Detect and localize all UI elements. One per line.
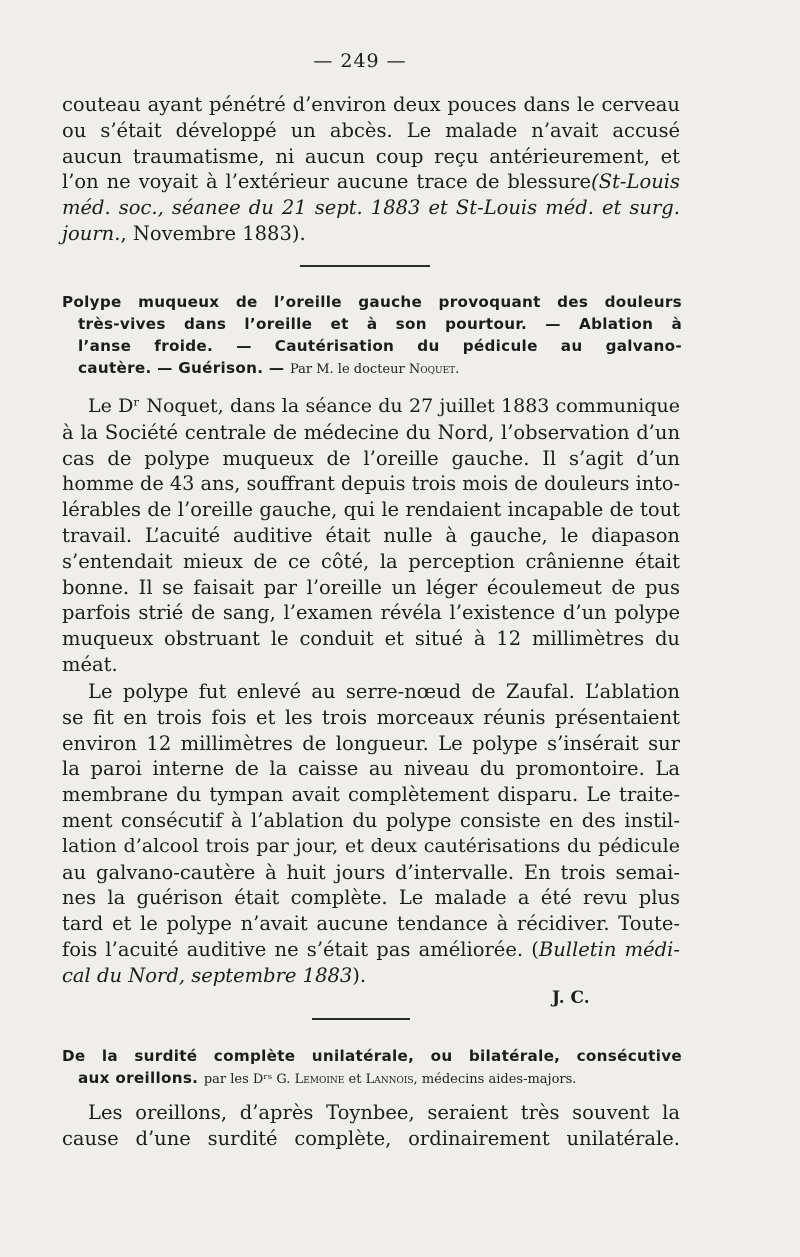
text-line: s’entendait mieux de ce côté, la perception crânienne était	[62, 549, 680, 573]
author-signature: J. C.	[552, 988, 590, 1008]
text-line: aucun traumatisme, ni aucun coup reçu antérieurement, et	[62, 144, 680, 168]
section-divider	[312, 1018, 410, 1020]
article-title	[62, 1045, 682, 1091]
title-line: très-vives dans l’oreille et à son pourtour. — Ablation à	[78, 315, 682, 333]
text-line: parfois strié de sang, l’examen révéla l’existence d’un polype	[62, 601, 680, 625]
text-line: cal du Nord, septembre 1883).	[62, 963, 367, 987]
title-line: aux oreillons. par les Dʳˢ G. Lemoine et Lannois, médecins aides-majors.	[78, 1069, 577, 1087]
text-line: ment consécutif à l’ablation du polype consiste en des instil-	[62, 808, 680, 832]
byline: Par M. le docteur Noquet.	[289, 362, 460, 377]
text-line: muqueux obstruant le conduit et situé à 12 millimètres du	[62, 627, 680, 651]
text-line: au galvano-cautère à huit jours d’intervalle. En trois semai-	[62, 860, 680, 884]
section-divider	[300, 265, 430, 267]
article-paragraph	[62, 679, 680, 989]
text-line: couteau ayant pénétré d’environ deux pouces dans le cerveau	[62, 93, 680, 116]
text-line: environ 12 millimètres de longueur. Le polype s’insérait sur	[62, 731, 680, 755]
article-paragraph	[62, 394, 680, 678]
text-line: Le polype fut enlevé au serre-nœud de Zaufal. L’ablation	[88, 680, 680, 703]
text-line: la paroi interne de la caisse au niveau du promontoire. La	[62, 757, 680, 781]
text-line: l’on ne voyait à l’extérieur aucune trace de blessure(St-Louis	[62, 170, 680, 194]
text-line: Les oreillons, d’après Toynbee, seraient très souvent la	[88, 1101, 680, 1124]
text-line: méat.	[62, 652, 118, 676]
title-line: Polype muqueux de l’oreille gauche provoquant des douleurs	[62, 293, 682, 311]
text-line: tard et le polype n’avait aucune tendance à récidiver. Toute-	[62, 912, 680, 936]
title-line: De la surdité complète unilatérale, ou bilatérale, consécutive	[62, 1047, 682, 1065]
continuation-paragraph	[62, 92, 680, 247]
text-line: journ., Novembre 1883).	[62, 221, 306, 245]
text-line: travail. L’acuité auditive était nulle à gauche, le diapason	[62, 523, 680, 547]
article-paragraph	[62, 1100, 680, 1152]
text-line: lation d’alcool trois par jour, et deux cautérisations du pédicule	[62, 834, 680, 857]
text-line: fois l’acuité auditive ne s’était pas améliorée. (Bulletin médi-	[62, 937, 680, 961]
text-line: lérables de l’oreille gauche, qui le rendaient incapable de tout	[62, 498, 680, 522]
page-number: — 249 —	[313, 50, 407, 72]
text-line: méd. soc., séanee du 21 sept. 1883 et St-Louis méd. et surg.	[62, 196, 680, 220]
byline: par les Dʳˢ G. Lemoine et Lannois, médecins aides-majors.	[203, 1072, 577, 1087]
text-line: cause d’une surdité complète, ordinairement unilatérale.	[62, 1126, 680, 1150]
text-line: membrane du tympan avait complètement disparu. Le traite-	[62, 783, 680, 807]
text-line: cas de polype muqueux de l’oreille gauche. Il s’agit d’un	[62, 446, 680, 470]
article-title	[62, 291, 682, 381]
text-line: Le Dʳ Noquet, dans la séance du 27 juillet 1883 communique	[88, 395, 680, 417]
text-line: se fit en trois fois et les trois morceaux réunis présentaient	[62, 705, 680, 729]
text-line: ou s’était développé un abcès. Le malade n’avait accusé	[62, 118, 680, 142]
text-line: nes la guérison était complète. Le malade a été revu plus	[62, 886, 680, 910]
title-line: l’anse froide. — Cautérisation du pédicule au galvano-	[78, 337, 682, 355]
text-line: à la Société centrale de médecine du Nord, l’observation d’un	[62, 420, 680, 444]
text-line: bonne. Il se faisait par l’oreille un léger écoulemeut de pus	[62, 575, 680, 599]
text-line: homme de 43 ans, souffrant depuis trois mois de douleurs into-	[62, 472, 680, 496]
title-line: cautère. — Guérison. — Par M. le docteur Noquet.	[78, 359, 460, 377]
